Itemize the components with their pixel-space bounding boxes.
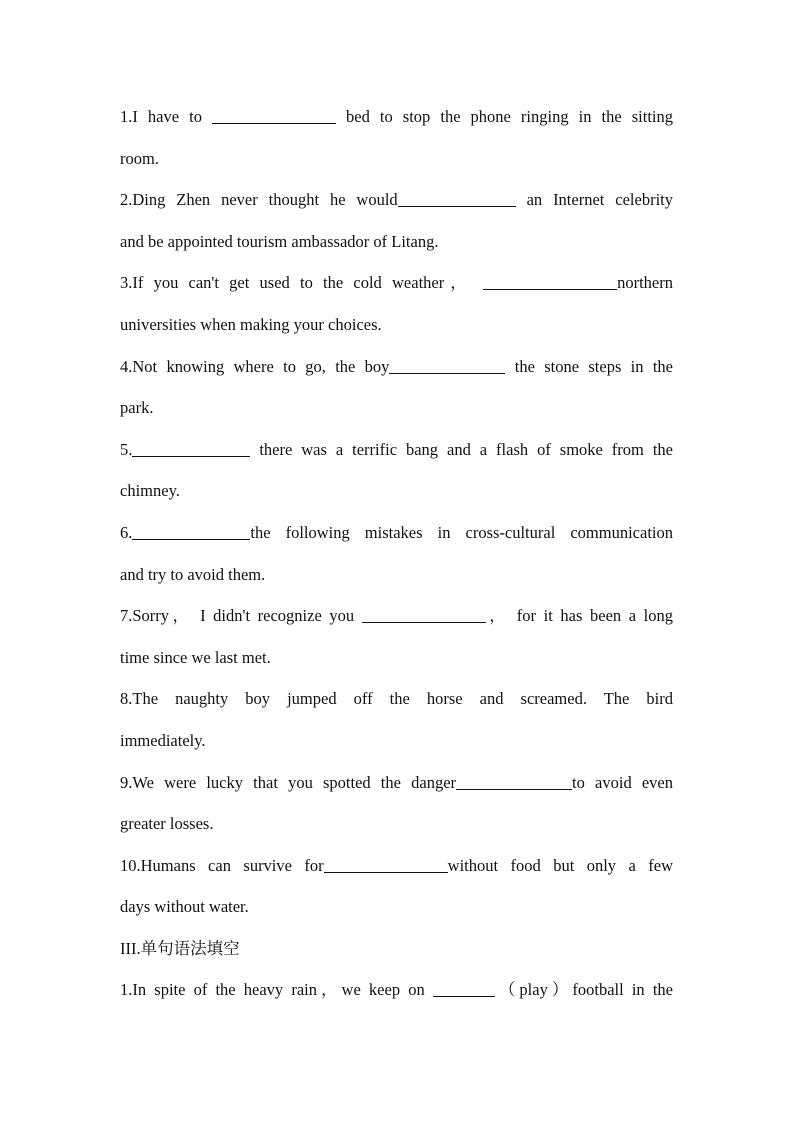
question-text: ， for it has been a long	[485, 606, 673, 626]
question-4-line-2	[120, 387, 673, 429]
answer-blank[interactable]	[212, 122, 336, 124]
question-1-line-2	[120, 138, 673, 180]
question-text: We were lucky that you spotted the danger	[132, 772, 457, 792]
question-text: the following mistakes in cross-cultural communication	[250, 522, 673, 542]
question-text: I have to	[132, 107, 212, 126]
answer-blank[interactable]	[132, 538, 250, 540]
question-text: chimney.	[120, 481, 180, 501]
question-text: Humans can survive for	[140, 855, 324, 875]
question-text: and be appointed tourism ambassador of Litang.	[120, 231, 439, 251]
question-text: Not knowing where to go, the boy	[132, 356, 390, 376]
question-9-line-2	[120, 803, 673, 845]
question-10-line-2	[120, 886, 673, 928]
question-number: 1.	[120, 980, 133, 1000]
question-2-line-1	[120, 179, 673, 221]
answer-blank[interactable]	[389, 372, 505, 374]
question-number: 2.	[120, 190, 133, 210]
question-text: Ding Zhen never thought he would	[132, 190, 398, 210]
answer-blank[interactable]	[362, 621, 486, 623]
question-number: 10.	[120, 855, 141, 875]
question-text: （play）football in the	[494, 980, 673, 1000]
answer-blank[interactable]	[324, 871, 448, 873]
question-text: immediately.	[120, 730, 206, 750]
section-title: III.单句语法填空	[120, 938, 240, 958]
question-text: northern	[617, 273, 673, 293]
question-1-line-1	[120, 96, 673, 138]
question-3-line-1	[120, 262, 673, 304]
question-text: If you can't get used to the cold weather，	[132, 273, 484, 293]
question-9-line-1	[120, 762, 673, 804]
question-text: universities when making your choices.	[120, 314, 382, 334]
answer-blank[interactable]	[456, 788, 572, 790]
question-10-line-1	[120, 845, 673, 887]
question-7-line-2	[120, 637, 673, 679]
question-6-line-1	[120, 512, 673, 554]
answer-blank[interactable]	[433, 995, 495, 997]
question-number: 1.	[120, 107, 133, 126]
question-2-line-2	[120, 221, 673, 263]
question-text: greater losses.	[120, 814, 214, 834]
question-text: The naughty boy jumped off the horse and screamed. The bird	[132, 689, 673, 709]
question-number: 3.	[120, 273, 133, 293]
question-text: bed to stop the phone ringing in the sitting	[336, 107, 673, 126]
question-number: 6.	[120, 522, 133, 542]
question-number: 8.	[120, 689, 133, 709]
question-text: days without water.	[120, 897, 249, 917]
question-text: the stone steps in the	[505, 356, 673, 376]
worksheet-content	[120, 96, 673, 1011]
question-number: 4.	[120, 356, 133, 376]
question-text: Sorry， I didn't recognize you	[132, 606, 362, 626]
answer-blank[interactable]	[483, 288, 617, 290]
question-text: In spite of the heavy rain，we keep on	[132, 980, 433, 1000]
question-text: and try to avoid them.	[120, 564, 266, 584]
section-heading	[120, 928, 673, 970]
answer-blank[interactable]	[398, 205, 516, 207]
question-text: without food but only a few	[447, 855, 673, 875]
question-text: to avoid even	[572, 772, 674, 792]
question-4-line-1	[120, 346, 673, 388]
question-number: 9.	[120, 772, 133, 792]
grammar-question-1-line-1	[120, 969, 673, 1011]
question-text: there was a terrific bang and a flash of smoke from the	[250, 439, 673, 459]
question-8-line-2	[120, 720, 673, 762]
question-7-line-1	[120, 595, 673, 637]
question-3-line-2	[120, 304, 673, 346]
question-5-line-1	[120, 429, 673, 471]
answer-blank[interactable]	[132, 455, 250, 457]
question-text: time since we last met.	[120, 647, 271, 667]
question-text: an Internet celebrity	[515, 190, 673, 210]
question-6-line-2	[120, 554, 673, 596]
question-text: park.	[120, 398, 154, 418]
question-5-line-2	[120, 470, 673, 512]
question-number: 7.	[120, 606, 133, 626]
question-number: 5.	[120, 439, 133, 459]
question-8-line-1	[120, 678, 673, 720]
question-text: room.	[120, 148, 159, 168]
